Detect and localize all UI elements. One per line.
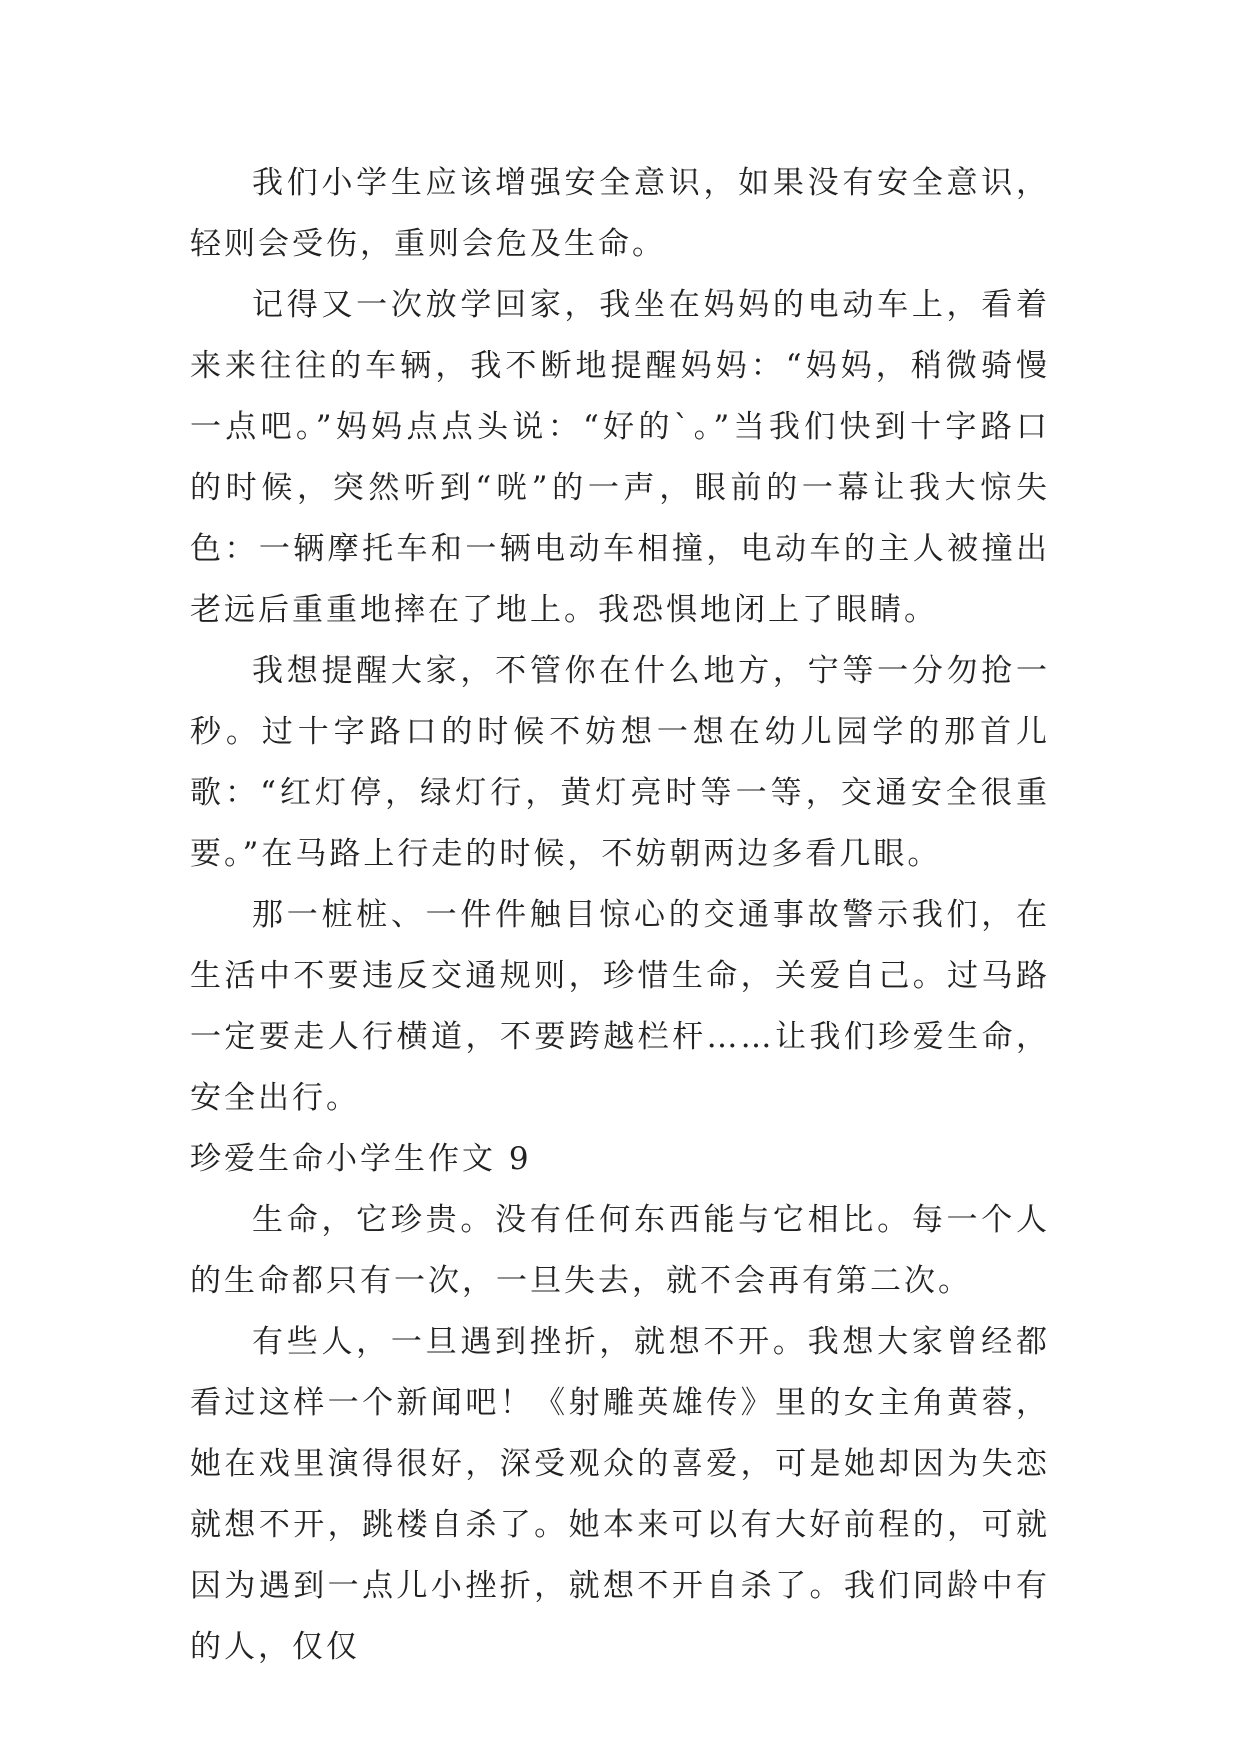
paragraph-safety-awareness: 我们小学生应该增强安全意识，如果没有安全意识，轻则会受伤，重则会危及生命。 (190, 165, 1050, 262)
paragraph-reminder: 我想提醒大家，不管你在什么地方，宁等一分勿抢一秒。过十字路口的时候不妨想一想在幼儿园学的那首儿歌：“红灯停，绿灯行，黄灯亮时等一等，交通安全很重要。”在马路上行走的时候，不妨朝两边多看几眼。 (190, 653, 1050, 872)
paragraph-setbacks: 有些人，一旦遇到挫折，就想不开。我想大家曾经都看过这样一个新闻吧！《射雕英雄传》里的女主角黄蓉，她在戏里演得很好，深受观众的喜爱，可是她却因为失恋就想不开，跳楼自杀了。她本来可以有大好前程的，可就因为遇到一点儿小挫折，就想不开自杀了。我们同龄中有的人，仅仅 (190, 1324, 1050, 1665)
paragraph-accident-story: 记得又一次放学回家，我坐在妈妈的电动车上，看着来来往往的车辆，我不断地提醒妈妈：“妈妈，稍微骑慢一点吧。”妈妈点点头说：“好的`。”当我们快到十字路口的时候，突然听到“咣”的一声，眼前的一幕让我大惊失色：一辆摩托车和一辆电动车相撞，电动车的主人被撞出老远后重重地摔在了地上。我恐惧地闭上了眼睛。 (190, 287, 1050, 628)
paragraph-traffic-rules: 那一桩桩、一件件触目惊心的交通事故警示我们，在生活中不要违反交通规则，珍惜生命，关爱自己。过马路一定要走人行横道，不要跨越栏杆……让我们珍爱生命，安全出行。 (190, 897, 1050, 1116)
section-title: 珍爱生命小学生作文 9 (190, 1141, 532, 1177)
paragraph-life-precious: 生命，它珍贵。没有任何东西能与它相比。每一个人的生命都只有一次，一旦失去，就不会再有第二次。 (190, 1202, 1050, 1299)
document-body (190, 153, 1050, 1678)
